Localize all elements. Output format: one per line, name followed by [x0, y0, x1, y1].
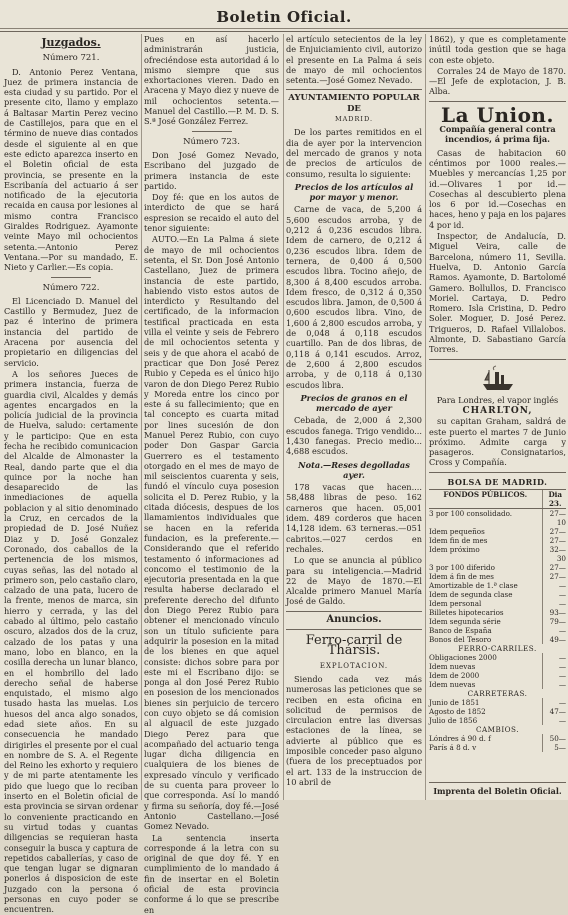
insurance-rates: Casas de habitacion 60 céntimos por 1000 reales.—Muebles y mercancías 1,25 por id.—Olivares 1 por id.—Cosechas al descubierto plena los 6 por id.—Cosechas en haces, heno y paja en los pajares 4 por id. [429, 147, 566, 230]
livestock-heading: Nota.—Reses degolladas ayer. [298, 459, 410, 480]
quote-value: 27— [542, 527, 566, 536]
quote-value: 5— [542, 743, 566, 752]
quote-row [429, 599, 566, 608]
steamship-icon [481, 366, 515, 392]
column-divider [141, 34, 142, 800]
quote-value: — [542, 662, 566, 671]
divider [286, 611, 422, 612]
quote-label: CARRETERAS. [467, 688, 528, 698]
quote-row [429, 653, 566, 662]
quote-value: 47— [542, 707, 566, 716]
quote-value: — [542, 698, 566, 707]
notice-text: Siendo cada vez más numerosas las peticiones que se reciben en esta oficina en solicitud de permisos de circulacion entre las diversas estaciones de la línea, se advierte al público que es imposible conceder paso alguno (fuera de los preceptuados por el art. 133 de la instruccion de 10 abril de [286, 673, 422, 787]
ayuntamiento-city: MADRID. [334, 115, 374, 124]
quote-label: Idem fin de mes [429, 535, 488, 545]
notice-text: Don José Gomez Nevado, Escribano del juzgado de primera instancia de este partido. [144, 149, 279, 191]
notice-text: Lo que se anuncia al público para su inteligencia.—Madrid 22 de Mayo de 1870.—El Alcalde primero Manuel María José de Galdo. [286, 555, 422, 607]
quote-row [429, 545, 566, 563]
quote-value: — [542, 680, 566, 689]
section-title-anuncios: Anuncios. [326, 613, 382, 625]
quote-value: 27— [542, 563, 566, 572]
quote-row [429, 626, 566, 635]
quote-value: — [542, 716, 566, 725]
grain-heading: Precios de granos en el mercado de ayer [300, 392, 408, 414]
quote-label: Junio de 1851 [429, 697, 480, 707]
quote-row [429, 635, 566, 644]
quote-label: Idem de 2000 [429, 670, 480, 680]
divider [51, 277, 91, 278]
quote-value: 32—30 [542, 545, 566, 563]
notice-text: AUTO.—En La Palma á siete de mayo de mil ochocientos setenta, el Sr. Don José Antonio Castellano, Juez de primera instancia de este partido, habiendo visto estos autos de interdicto y Resultando del certificado, de la informacion testifical practicada en esta villa el veinte y seis de Febrero de mil ochocientos setenta y seis y de que ahora el acabó de practicar que Don José Perez Rubio y Cepeda es el único hijo varon de don Diego Perez Rubio y Moreda entre los cinco por este á su fallecimiento; que en tal concepto es cuarta mitad por lines sucesión de don Manuel Perez Rubio, con cuyo poder Don Gaspar Garcia Guerrero es el testamento otorgado en el mes de mayo de mil seiscientos cuarenta y seis, fundó el vínculo cuya posesion solicita el D. Perez Rubio, y la citada diócesis, despues de los llamamientos individuales que se hacen en la referida fundacion, es la preferente.—Considerando que el referido testamento ó informaciones ad concomo el testimonio de la ejecutoria presentada en la que resulta haberse declarado el preferente derecho del difunto don Diego Perez Rubio para obtener el mencionado vínculo son un título suficiente para adquirir la posesion en la mitad de los bienes en que aquel consiste: dichos sobre para por este mi el Escribano dijo: se ponga al don José Perez Rubio en posesion de los mencionados bienes sin perjuicio de tercero con cuyo objeto se dá comision al alguacil de este juzgado Diego Perez para que acompañado del actuario tenga lugar dicha diligencia en cualquiera de los bienes de expresado vínculo y verificado de su cuenta para proveer lo que corresponda. Así lo mandó y firma su señoría, doy fé.—José Antonio Castellano.—José Gomez Nevado. [144, 234, 279, 832]
quote-row [429, 536, 566, 545]
quote-value: — [542, 599, 566, 608]
quote-label: Julio de 1856 [429, 715, 478, 725]
column-divider [425, 34, 426, 800]
column-2 [144, 34, 279, 915]
quote-value: — [542, 671, 566, 680]
ship-intro: Para Londres, el vapor inglés [436, 394, 559, 405]
notice-signature: Corrales 24 de Mayo de 1870.—El Jefe de explotacion, J. B. Alba. [429, 65, 566, 97]
ship-name: CHARLTON, [462, 405, 533, 416]
quote-row [429, 716, 566, 725]
quote-value: Dia 23. [542, 489, 566, 508]
quotes-subheader-row [429, 689, 566, 698]
column-divider [283, 34, 284, 800]
quote-value: 50— [542, 734, 566, 743]
quote-label: Obligaciones 2000 [429, 652, 497, 662]
prices-text: Carne de vaca, de 5,200 á 5,600 escudos arroba, y de 0,212 á 0,236 escudos libra. Idem de carnero, de 0,212 á 0,236 escudos libra. Idem de ternera, de 0,400 á 0,500 escudos libra. Tocino añejo, de 8,300 á 8,400 escudos arroba. Idem fresco, de 0,312 á 0,350 escudos libra. Jamon, de 0,500 á 0,600 escudos libra. Vino, de 1,600 á 2,800 escudos arroba, y de 0,048 á 0,118 escudos cuartillo. Pan de dos libras, de 0,118 á 0,141 escudos. Arroz, de 2,600 á 2,800 escudos arroba, y de 0,118 á 0,130 escudos libra. [286, 204, 422, 390]
quote-label: Agosto de 1852 [429, 706, 486, 716]
quotes-subheader-row [429, 725, 566, 734]
quote-label: Idem pequeños [429, 526, 485, 536]
railway-title: Ferro-carril de Thársis. [305, 633, 403, 659]
notice-text: Doy fé: que en los autos de interdicto de que se hará espresion se recaido el auto del tenor siguiente: [144, 192, 279, 234]
quote-label: Idem próximo [429, 544, 480, 554]
notice-number: Número 722. [42, 282, 100, 293]
quote-row [429, 671, 566, 680]
quote-label: París á 8 d. v [429, 742, 477, 752]
quote-value: — [542, 653, 566, 662]
quote-label: Billetes hipotecarios [429, 607, 504, 617]
quote-row [429, 508, 566, 527]
quote-row [429, 590, 566, 599]
quotes-header-row [429, 489, 566, 508]
quote-row [429, 572, 566, 581]
quote-label: 3 por 100 diferido [429, 562, 495, 572]
notice-text: Pues en así hacerlo administrarán justicia, ofreciéndose esta autoridad á lo mismo siempre que sus exhortaciones vieren. Dado en Aracena y Mayo diez y nueve de mil ochocientos setenta.—Manuel del Castillo.—P. M. D. S. S.ª José González Ferrez. [144, 34, 279, 127]
prices-heading: Precios de los artículos al por mayor y menor. [294, 181, 414, 203]
divider [192, 131, 232, 132]
exploitation-heading: EXPLOTACION. [319, 661, 389, 670]
la-union-title: La Union. [441, 102, 554, 127]
quote-value: 79— [542, 617, 566, 626]
masthead [0, 0, 568, 32]
quote-label: Idem de segunda clase [429, 589, 513, 599]
column-1 [4, 34, 138, 915]
quote-label: 3 por 100 consolidado. [429, 508, 513, 518]
grain-text: Cebada, de 2,000 á 2,300 escudos fanega. Trigo vendido... 1,430 fanegas. Precio medio... 4,688 escudos. [286, 415, 422, 457]
divider [429, 101, 566, 102]
section-title-juzgados: Juzgados. [41, 36, 101, 49]
quote-label: Idem segunda série [429, 616, 501, 626]
quote-label: Idem á fin de mes [429, 571, 494, 581]
stock-quotes-table [429, 489, 566, 752]
divider [286, 89, 422, 90]
quote-label: Idem nuevas [429, 661, 476, 671]
quote-label: Bonos del Tesoro [429, 634, 492, 644]
masthead-title: Boletin Oficial. [216, 8, 352, 26]
column-3 [286, 34, 422, 796]
livestock-text: 178 vacas que hacen.... 58,488 libras de peso. 162 carneros que hacen. 05,001 idem. 489 corderos que hacen 14,128 idem. 63 terneras.—051 cabritos.—027 cerdos en rechales. [286, 482, 422, 554]
notice-text: La sentencia inserta corresponde á la letra con su original de que doy fé. Y en cumplimiento de lo mandado á fin de insertar en el Boletin oficial de esta provincia conforme á lo que se prescribe en [144, 832, 279, 915]
notice-text: D. Antonio Perez Ventana, Juez de primera instancia de esta ciudad y su partido. Por el presente cito, llamo y emplazo á Baltasar Martin Perez vecino de Castillejos, para que en el término de nueve dias contados desde el siguiente al en que este edicto aparezca inserto en el Boletin oficial de esta provincia, se presente en la Escribanía del actuario á ser notificado de la ejecutoria recaida en causa por lesiones al mismo contra Francisco Giraldes Rodriguez. Ayamonte veinte Mayo mil ochocientos setenta.—Antonio Perez Ventana.—Por su mandado, E. Nieto y Carlier.—Es copia. [4, 66, 138, 273]
quote-row [429, 734, 566, 743]
quote-value: — [542, 626, 566, 635]
masthead-rule [0, 28, 568, 29]
quote-row [429, 527, 566, 536]
notice-text: A los señores Jueces de primera instancia, fuerza de guardia civil, Alcaldes y demás agentes encargados en la policía judicial de la provincia de Huelva, saludo: certamente y le participo: Que en esta fecha he recibido comunicacion del Alcalde de Almonaster la Real, dando parte que el dia quince por la noche han desaparecido de las inmediaciones de aquella poblacion y al sitio denominado la Cruz, en cercados de la propiedad de D. José Nuñez Diaz y D. José Gonzalez Coronado, dos caballos de la pertenencia de los mismos, cuyas señas, las del notado al primero son, pelo castaño claro, calzado de una pata, lucero de la frente, menos de marca, sin hierro y cerrada, y las del cabado al último, pelo castaño oscuro, alzados dos de la cruz, calzado de los patas y una mano, lobo en blanco, en la cosilla derecha un lunar blanco, en el hombrillo del lado derecho señal de haberse enquistado, el mismo algo tusado hasta las muelas. Los huesos del anca algo sonados, edad siete años. En su consecuencia he mandado dirigirles el presente por el cual en nombre de S. A. el Regente del Reino les exhorto y requiero y de mi parte atentamente les pido que luego que lo reciban inserto en el Boletin oficial de esta provincia se sirvan ordenar lo conveniente practicando en su virtud todas y cuantas diligencias se requieran hasta conseguir la busca y captura de repetidos caballerías, y caso de que tengan lugar se dignaran ponerlos á disposicion de este Juzgado con la persona ó personas en cuyo poder se encuentren. [4, 368, 138, 915]
quote-row [429, 707, 566, 716]
divider [429, 472, 566, 473]
quote-row [429, 563, 566, 572]
quote-row [429, 662, 566, 671]
quote-label: CAMBIOS. [475, 724, 519, 734]
divider [286, 629, 422, 630]
quote-value: 49— [542, 635, 566, 644]
quote-label: Banco de España [429, 625, 492, 635]
notice-text: De los partes remitidos en el dia de ayer por la intervencion del mercado de granos y nota de precios de artículos de consumo, resulta lo siguiente: [286, 127, 422, 179]
notice-text: El Licenciado D. Manuel del Castillo y Bermudez, Juez de paz é interino de primera instancia del partido de Aracena por ausencia del propietario en diligencias del servicio. [4, 295, 138, 368]
quote-value: 27— [542, 572, 566, 581]
insurance-agents: Inspector, de Andalucía, D. Miguel Veira, calle de Barcelona, número 11, Sevilla. Huelva, D. Antonio García Ramos. Ayamonte, D. Bartolomé Gamero. Bollullos, D. Francisco Moriel. Cartaya, D. Pedro Romero. Isla Cristina, D. Pedro Soler. Moguer, D. José Perez. Trigueros, D. Rafael Villalobos. Almonte, D. Sabastiano García Torres. [429, 231, 566, 355]
notice-text: el artículo setecientos de la ley de Enjuiciamiento civil, autorizo el presente en La Palma á seis de mayo de mil ochocientos setenta.—José Gomez Nevado. [286, 34, 422, 86]
quote-row [429, 698, 566, 707]
notice-text: 1862), y que es completamente inútil toda gestion que se haga con este objeto. [429, 34, 566, 65]
quote-row [429, 680, 566, 689]
quote-label: Idem nuevas [429, 679, 476, 689]
quote-label: Idem personal [429, 598, 482, 608]
column-4 [429, 34, 566, 796]
quote-row [429, 617, 566, 626]
notice-number: Número 721. [42, 53, 100, 64]
quote-row [429, 608, 566, 617]
quote-row [429, 743, 566, 752]
quote-label: FONDOS PÚBLICOS. [429, 489, 542, 508]
notice-number: Número 723. [183, 136, 240, 147]
quote-value: — [542, 581, 566, 590]
printer-imprint: Imprenta del Boletin Oficial. [429, 782, 566, 796]
ship-text: su capitan Graham, saldrá de este puerto el martes 7 de Junio próximo. Admite carga y pasageros. Consignatarios, Cross y Compañía. [429, 416, 566, 468]
quote-value: 27—10 [542, 508, 566, 527]
divider [429, 359, 566, 360]
quote-label: FERRO-CARRILES. [458, 643, 537, 653]
stock-exchange-heading: BOLSA DE MADRID. [447, 476, 548, 487]
quote-value: 27— [542, 536, 566, 545]
quote-label: Lóndres á 90 d. f [429, 733, 491, 743]
quote-label: Amortizable de 1.ª clase [429, 580, 518, 590]
quotes-subheader-row [429, 644, 566, 653]
la-union-subtitle: Compañía general contra incendios, á prima fija. [439, 124, 556, 145]
ayuntamiento-heading: AYUNTAMIENTO POPULAR DE [288, 93, 420, 114]
quote-value: 93— [542, 608, 566, 617]
quote-row [429, 581, 566, 590]
quote-value: — [542, 590, 566, 599]
